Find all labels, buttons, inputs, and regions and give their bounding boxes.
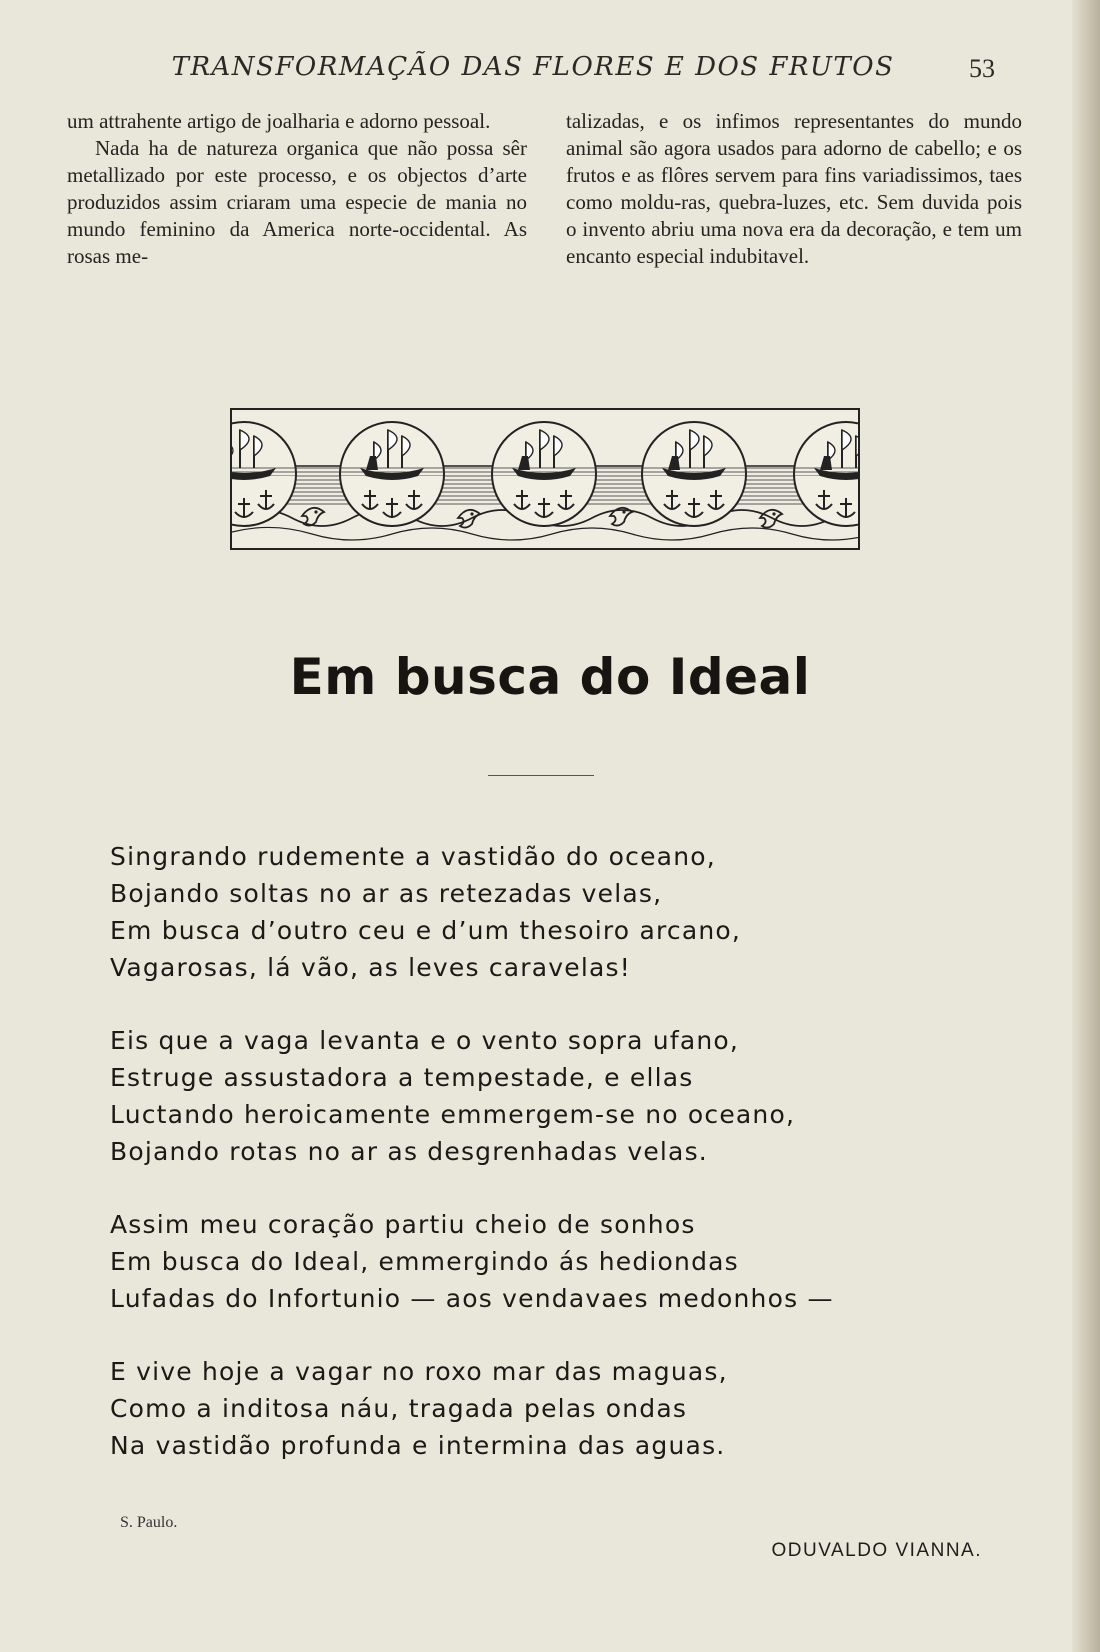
verse-line: Bojando rotas no ar as desgrenhadas velas. [110, 1137, 708, 1166]
verse-line: Estruge assustadora a tempestade, e ellas [110, 1063, 694, 1092]
stanza [110, 1353, 970, 1464]
article-paragraph: Nada ha de natureza organica que não possa sêr metallizado por este processo, e os objectos d’arte produzidos assim criaram uma especie de mania no mundo feminino da America norte-occidental. As rosas me- [67, 136, 527, 268]
verse-line: Singrando rudemente a vastidão do oceano, [110, 842, 716, 871]
verse-line: Bojando soltas no ar as retezadas velas, [110, 879, 663, 908]
verse-line: Na vastidão profunda e intermina das aguas. [110, 1431, 726, 1460]
verse-line: Eis que a vaga levanta e o vento sopra ufano, [110, 1026, 740, 1055]
verse-line: Luctando heroicamente emmergem-se no oceano, [110, 1100, 796, 1129]
verse-line: Vagarosas, lá vão, as leves caravelas! [110, 953, 631, 982]
stanza [110, 1206, 970, 1317]
running-title: TRANSFORMAÇÃO DAS FLORES E DOS FRUTOS [171, 52, 895, 82]
article-paragraph: talizadas, e os infimos representantes do mundo animal são agora usados para adorno de cabello; e os frutos e as flôres servem para fins variadissimos, taes como moldu-ras, quebra-luzes, etc. Sem duvida pois o invento abriu uma nova era da decoração, e tem um encanto especial indubitavel. [566, 109, 1022, 268]
place-signature: S. Paulo. [120, 1514, 178, 1531]
poem-title: Em busca do Ideal [289, 648, 811, 706]
article-left-column [67, 108, 527, 270]
article-paragraph: um attrahente artigo de joalharia e adorno pessoal. [67, 109, 491, 133]
caravel-medallion-band-icon [230, 408, 860, 550]
page-edge-shadow [1072, 0, 1100, 1652]
title-divider [488, 775, 594, 776]
verse-line: Assim meu coração partiu cheio de sonhos [110, 1210, 696, 1239]
verse-line: Em busca d’outro ceu e d’um thesoiro arcano, [110, 916, 742, 945]
stanza [110, 1022, 970, 1170]
page-number: 53 [969, 54, 995, 83]
verse-line: Em busca do Ideal, emmergindo ás hediondas [110, 1247, 739, 1276]
stanza [110, 838, 970, 986]
verse-line: Como a inditosa náu, tragada pelas ondas [110, 1394, 688, 1423]
verse-line: E vive hoje a vagar no roxo mar das maguas, [110, 1357, 728, 1386]
article-right-column [566, 108, 1022, 270]
verse-line: Lufadas do Infortunio — aos vendavaes medonhos — [110, 1284, 834, 1313]
author-signature: ODUVALDO VIANNA. [771, 1540, 982, 1561]
poem-body [110, 838, 970, 1500]
